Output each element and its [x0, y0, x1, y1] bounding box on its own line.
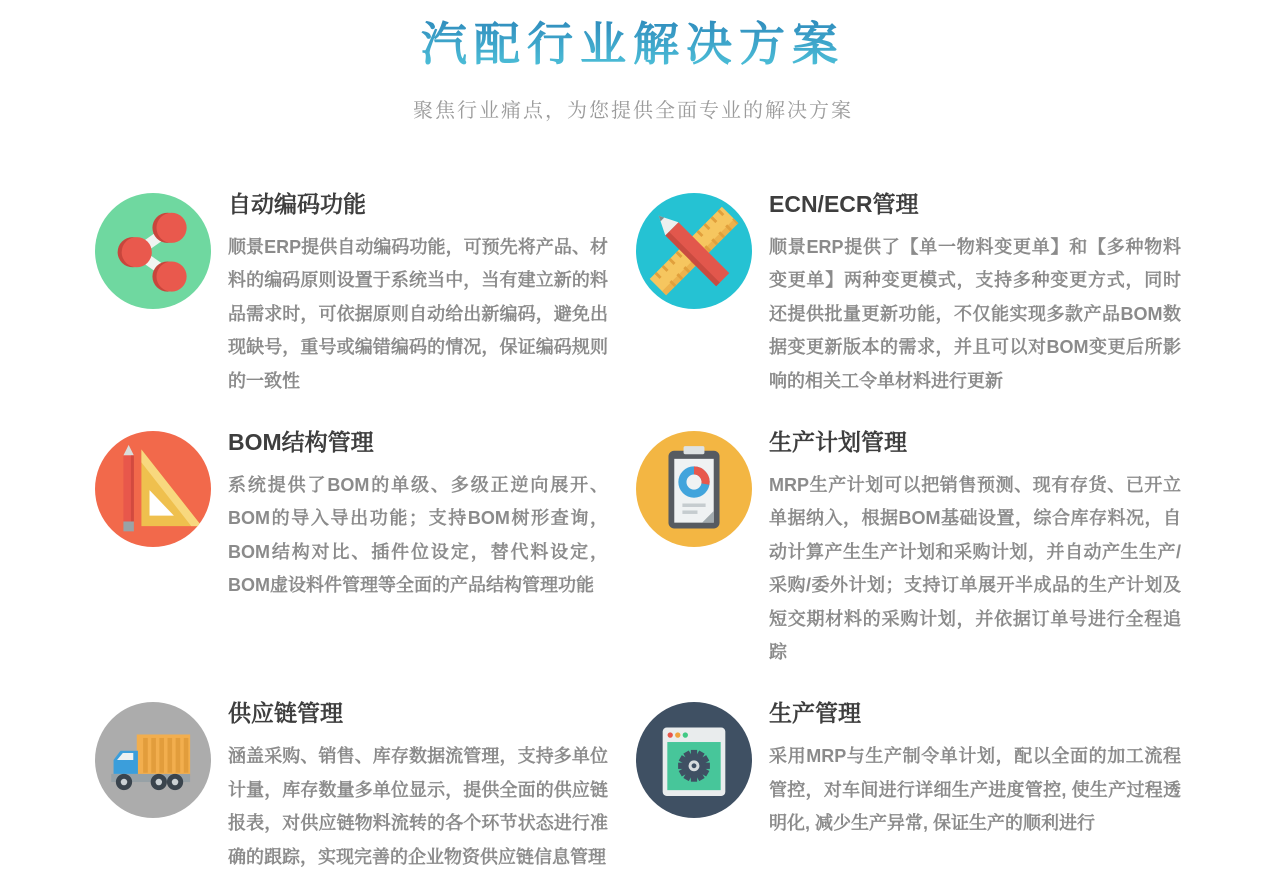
feature-description: MRP生产计划可以把销售预测、现有存货、已开立单据纳入，根据BOM基础设置，综合库存料况，自动计算产生生产计划和采购计划，并自动产生生产/采购/委外计划；支持订单展开半成品的生产计划及短交期材料的采购计划，并依据订单号进行全程追踪: [769, 475, 1181, 663]
feature-card-production-mgmt: [636, 702, 1181, 874]
feature-body: [769, 193, 1181, 398]
page-title: 汽配行业解决方案: [0, 0, 1266, 73]
feature-description: 顺景ERP提供了【单一物料变更单】和【多种物料变更单】两种变更模式，支持多种变更方式，同时还提供批量更新功能，不仅能实现多款产品BOM数据变更新版本的需求，并且可以对BOM变更后所影响的相关工令单材料进行更新: [769, 237, 1181, 391]
feature-title: BOM结构管理: [228, 429, 374, 456]
feature-card-bom: [95, 431, 608, 669]
feature-body: [228, 702, 608, 874]
triangle-ruler-pencil-icon: [95, 431, 211, 547]
feature-description: 涵盖采购、销售、库存数据流管理，支持多单位计量，库存数量多单位显示，提供全面的供应链报表，对供应链物料流转的各个环节状态进行准确的跟踪，实现完善的企业物资供应链信息管理: [228, 746, 608, 867]
browser-gear-icon: [636, 702, 752, 818]
feature-description: 顺景ERP提供自动编码功能，可预先将产品、材料的编码原则设置于系统当中，当有建立新的料品需求时，可依据原则自动给出新编码，避免出现缺号，重号或编错编码的情况，保证编码规则的一致性: [228, 237, 608, 391]
feature-body: [228, 193, 608, 398]
page-subtitle: 聚焦行业痛点，为您提供全面专业的解决方案: [413, 100, 853, 122]
feature-title: 供应链管理: [228, 700, 343, 727]
feature-card-auto-coding: [95, 193, 608, 398]
feature-title: ECN/ECR管理: [769, 191, 919, 217]
share-icon: [95, 193, 211, 309]
feature-description: 采用MRP与生产制令单计划，配以全面的加工流程管控，对车间进行详细生产进度管控, 使生产过程透明化, 减少生产异常, 保证生产的顺利进行: [769, 746, 1181, 834]
truck-icon: [95, 702, 211, 818]
clipboard-pie-chart-icon: [636, 431, 752, 547]
feature-title: 生产管理: [769, 700, 861, 727]
feature-title: 自动编码功能: [228, 191, 366, 217]
features-grid: [0, 193, 1266, 874]
feature-card-production-planning: [636, 431, 1181, 669]
feature-body: [769, 702, 1181, 840]
feature-description: 系统提供了BOM的单级、多级正逆向展开、BOM的导入导出功能；支持BOM树形查询，BOM结构对比、插件位设定，替代料设定，BOM虚设料件管理等全面的产品结构管理功能: [228, 475, 608, 596]
pencil-ruler-icon: [636, 193, 752, 309]
feature-body: [769, 431, 1181, 669]
feature-title: 生产计划管理: [769, 429, 907, 456]
feature-card-supply-chain: [95, 702, 608, 874]
feature-body: [228, 431, 608, 603]
feature-card-ecn-ecr: [636, 193, 1181, 398]
